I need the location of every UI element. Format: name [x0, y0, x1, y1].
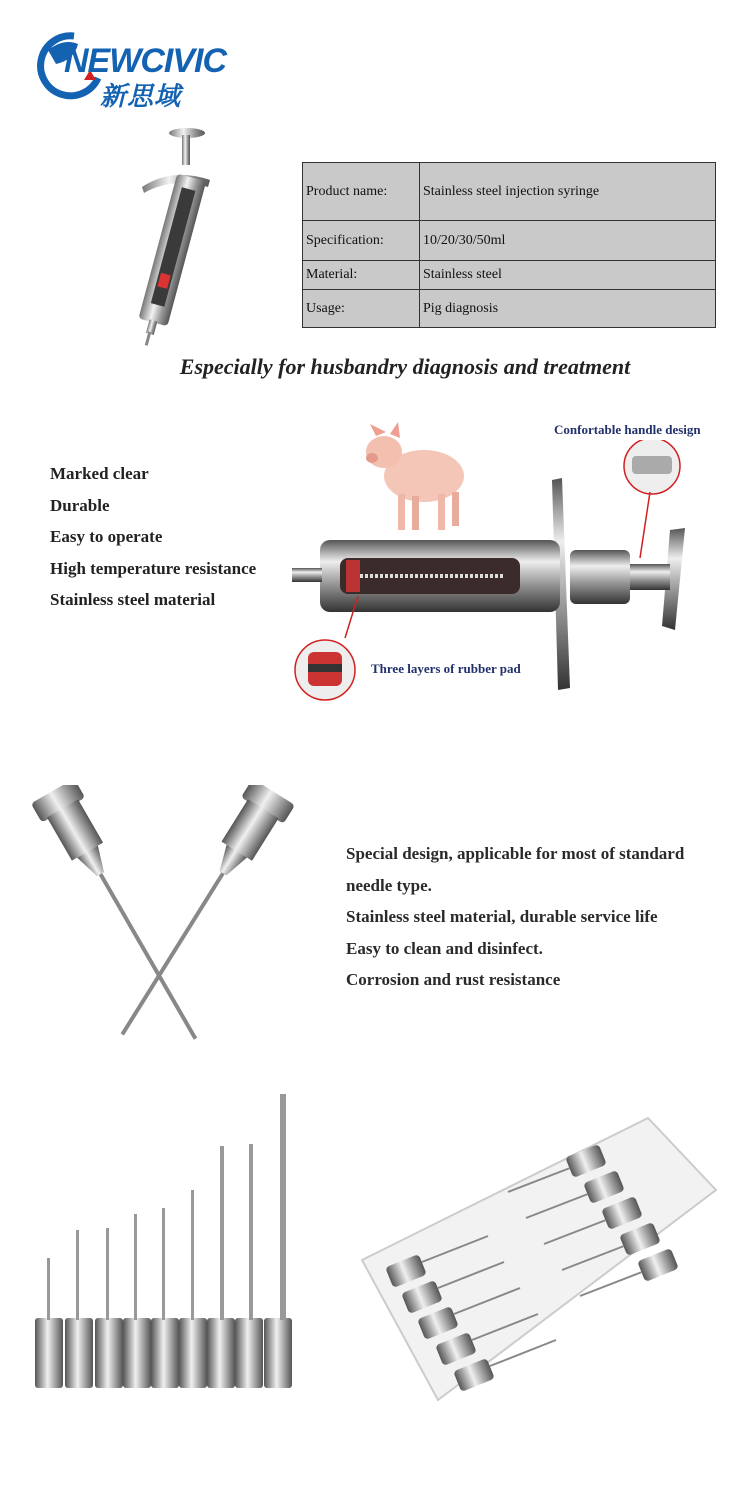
brand-name: NEWCIVIC	[64, 42, 226, 80]
feature-list	[50, 458, 256, 616]
spec-label: Specification:	[303, 221, 420, 261]
desc-line: needle type.	[346, 875, 432, 895]
feature-item: Easy to operate	[50, 527, 163, 546]
brand-name-cn: 新思域	[100, 82, 182, 112]
callout-rubber: Three layers of rubber pad	[371, 661, 521, 676]
desc-line: Special design, applicable for most of standard	[346, 844, 685, 863]
feature-item: Stainless steel material	[50, 590, 216, 609]
spec-table	[302, 162, 716, 328]
desc-line: Stainless steel material, durable service life	[346, 907, 658, 926]
syringe-photo	[112, 125, 232, 355]
needle-description	[346, 838, 684, 996]
table-row	[303, 261, 716, 290]
feature-item: Durable	[50, 495, 110, 515]
table-row	[303, 290, 716, 328]
needle-sizes-photo	[30, 1090, 310, 1400]
spec-value: 10/20/30/50ml	[420, 221, 716, 261]
feature-item: Marked clear	[50, 464, 149, 483]
spec-label: Product name:	[303, 163, 420, 221]
desc-line: Corrosion and rust resistance	[346, 970, 561, 989]
needle-tray-photo	[358, 1110, 728, 1410]
spec-value: Pig diagnosis	[420, 290, 716, 328]
table-row	[303, 163, 716, 221]
tagline: Especially for husbandry diagnosis and treatment	[179, 354, 631, 379]
spec-value: Stainless steel	[420, 261, 716, 290]
feature-item: High temperature resistance	[50, 558, 257, 578]
spec-label: Usage:	[303, 290, 420, 328]
spec-label: Material:	[303, 261, 420, 290]
desc-line: Easy to clean and disinfect.	[346, 938, 543, 958]
table-row	[303, 221, 716, 261]
needles-photo	[25, 785, 295, 1045]
spec-value: Stainless steel injection syringe	[420, 163, 716, 221]
brand-logo	[34, 30, 254, 110]
callout-handle: Confortable handle design	[554, 422, 701, 437]
